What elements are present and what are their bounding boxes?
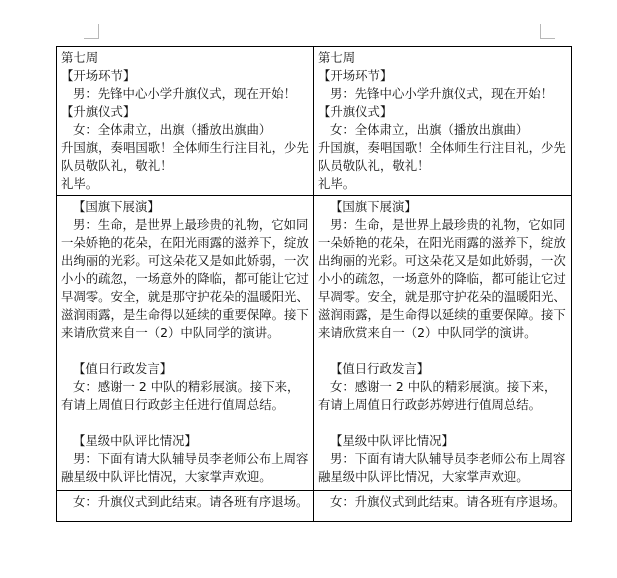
opening-header: 【开场环节】 — [61, 68, 136, 83]
anthem-line: 升国旗，奏唱国歌！全体师生行注目礼，少先队员敬队礼，敬礼！ — [61, 140, 309, 173]
flag-line: 女：全体肃立，出旗（播放出旗曲） — [73, 122, 272, 137]
week-label: 第七周 — [61, 50, 99, 65]
duty-text: 女：感谢一 2 中队的精彩展演。接下来，有请上周值日行政彭苏婷进行值周总结。 — [318, 379, 557, 412]
ceremony-end: 礼毕。 — [318, 176, 356, 191]
week-label: 第七周 — [318, 50, 356, 65]
closing-text: 女：升旗仪式到此结束。请各班有序退场。 — [330, 494, 566, 509]
flag-line: 女：全体肃立，出旗（播放出旗曲） — [330, 122, 529, 137]
opening-line: 男：先锋中心小学升旗仪式，现在开始！ — [330, 86, 554, 101]
closing-text: 女：升旗仪式到此结束。请各班有序退场。 — [73, 494, 309, 509]
flag-header: 【升旗仪式】 — [318, 104, 393, 119]
anthem-line: 升国旗，奏唱国歌！全体师生行注目礼，少先队员敬队礼，敬礼！ — [318, 140, 566, 173]
speech-text: 男：生命，是世界上最珍贵的礼物，它如同一朵娇艳的花朵，在阳光雨露的滋养下，绽放出绚丽的光彩。可这朵花又是如此娇弱，一次小小的疏忽，一场意外的降临，都可能让它过早凋零。安全，就是那守护花朵的温暖阳光、滋润雨露，是生命得以延续的重要保障。接下来请欣赏来自一（2）中队同学的演讲。 — [61, 217, 309, 340]
crop-mark-top-left — [84, 24, 99, 39]
opening-line: 男：先锋中心小学升旗仪式，现在开始！ — [73, 86, 297, 101]
rating-text: 男：下面有请大队辅导员李老师公布上周容融星级中队评比情况，大家掌声欢迎。 — [61, 451, 309, 484]
script-table — [56, 46, 572, 522]
table-row — [57, 47, 572, 196]
ceremony-end: 礼毕。 — [61, 176, 99, 191]
duty-text: 女：感谢一 2 中队的精彩展演。接下来，有请上周值日行政彭主任进行值周总结。 — [61, 379, 300, 412]
program-cell-right — [314, 196, 572, 491]
table-row — [57, 196, 572, 491]
opening-header: 【开场环节】 — [318, 68, 393, 83]
table-row — [57, 491, 572, 522]
opening-cell-right — [314, 47, 572, 196]
flag-header: 【升旗仪式】 — [61, 104, 136, 119]
opening-cell-left — [57, 47, 314, 196]
speech-text: 男：生命，是世界上最珍贵的礼物，它如同一朵娇艳的花朵，在阳光雨露的滋养下，绽放出绚丽的光彩。可这朵花又是如此娇弱，一次小小的疏忽，一场意外的降临，都可能让它过早凋零。安全，就是那守护花朵的温暖阳光、滋润雨露，是生命得以延续的重要保障。接下来请欣赏来自一（2）中队同学的演讲。 — [318, 217, 566, 340]
duty-header: 【值日行政发言】 — [73, 361, 173, 376]
rating-text: 男：下面有请大队辅导员李老师公布上周容融星级中队评比情况，大家掌声欢迎。 — [318, 451, 566, 484]
closing-cell-left — [57, 491, 314, 522]
speech-header: 【国旗下展演】 — [330, 199, 417, 214]
rating-header: 【星级中队评比情况】 — [73, 433, 197, 448]
program-cell-left — [57, 196, 314, 491]
duty-header: 【值日行政发言】 — [330, 361, 430, 376]
speech-header: 【国旗下展演】 — [73, 199, 160, 214]
rating-header: 【星级中队评比情况】 — [330, 433, 454, 448]
crop-mark-top-right — [540, 24, 555, 39]
closing-cell-right — [314, 491, 572, 522]
